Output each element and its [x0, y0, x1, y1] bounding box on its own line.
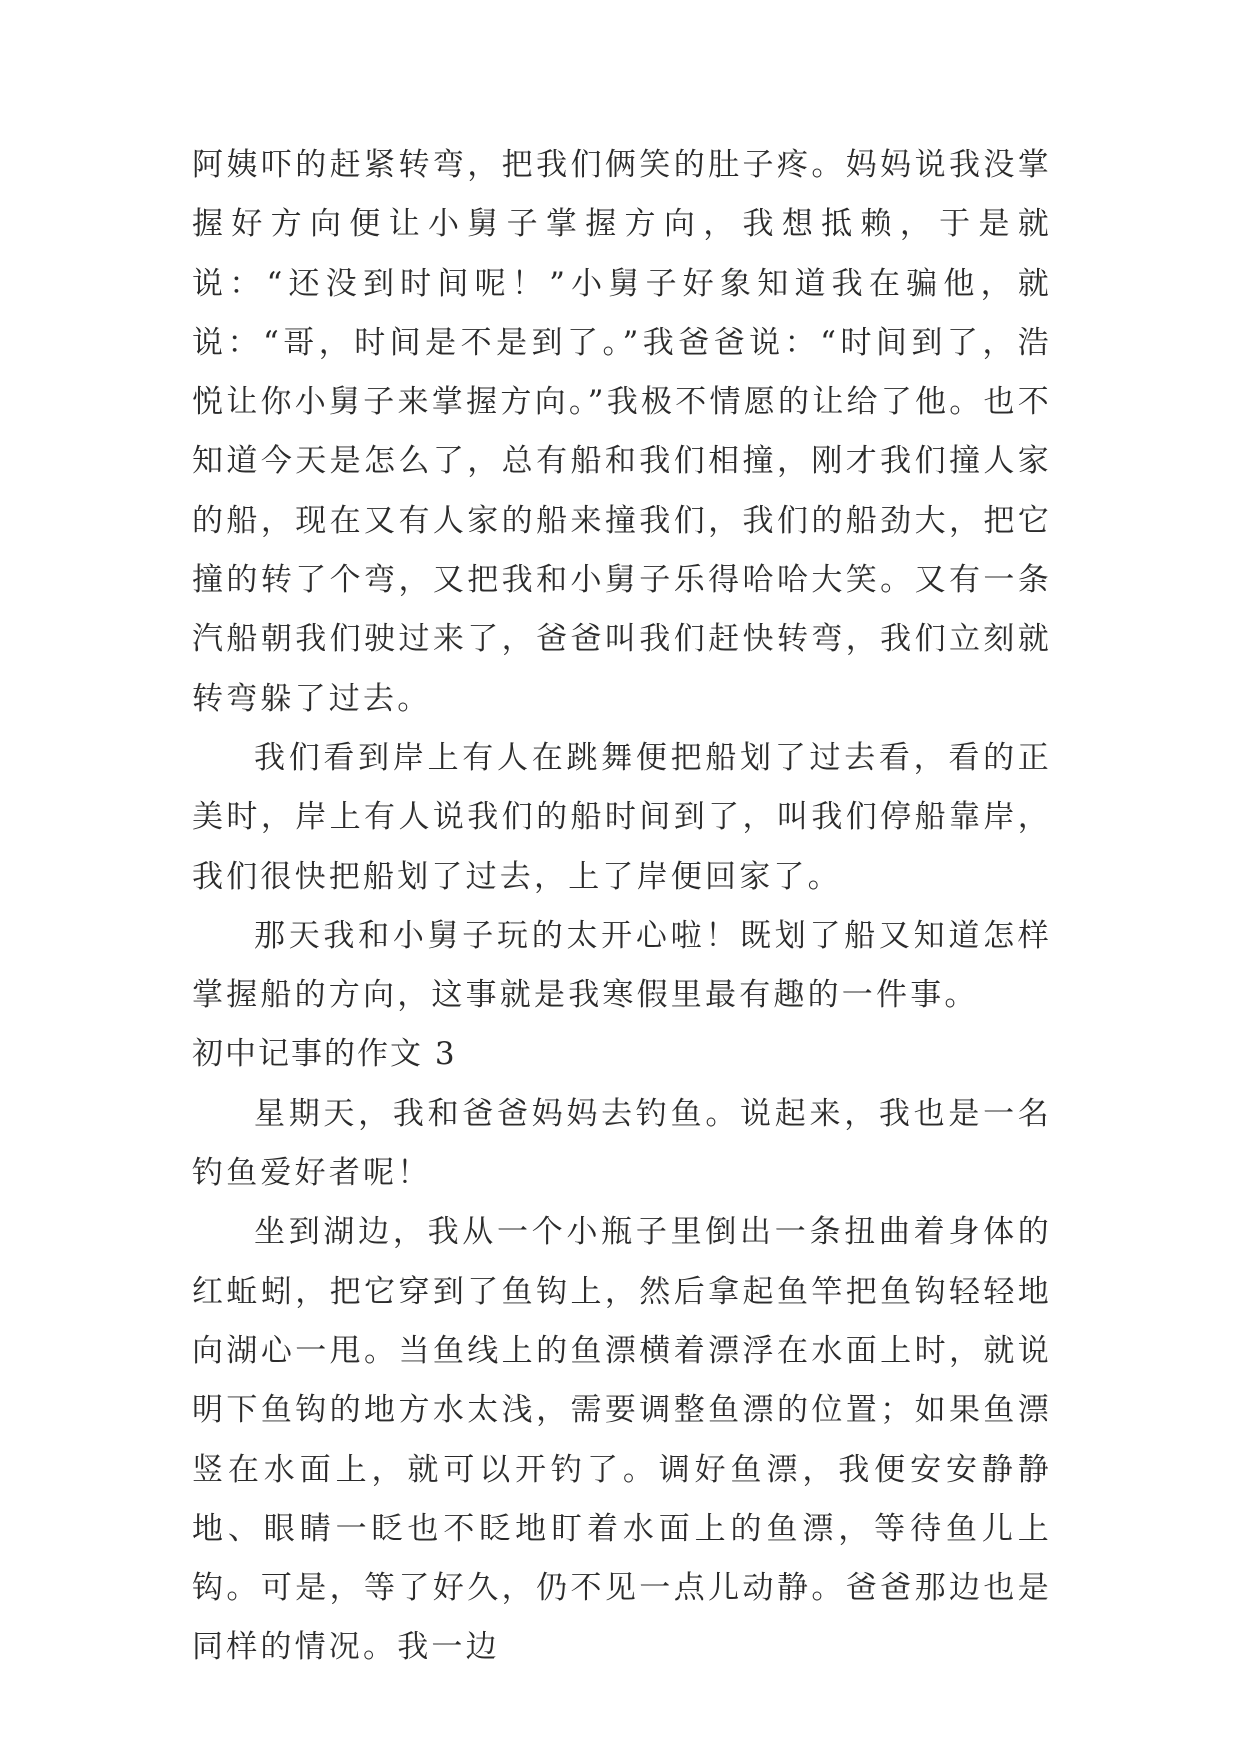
paragraph-continued: 阿姨吓的赶紧转弯，把我们俩笑的肚子疼。妈妈说我没掌握好方向便让小舅子掌握方向，我想抵赖，于是就说：“还没到时间呢！”小舅子好象知道我在骗他，就说：“哥，时间是不是到了。”我爸爸说：“时间到了，浩悦让你小舅子来掌握方向。”我极不情愿的让给了他。也不知道今天是怎么了，总有船和我们相撞，刚才我们撞人家的船，现在又有人家的船来撞我们，我们的船劲大，把它撞的转了个弯，又把我和小舅子乐得哈哈大笑。又有一条汽船朝我们驶过来了，爸爸叫我们赶快转弯，我们立刻就转弯躲了过去。: [192, 147, 1052, 717]
paragraph: 星期天，我和爸爸妈妈去钓鱼。说起来，我也是一名钓鱼爱好者呢！: [192, 1095, 1052, 1192]
paragraph: 我们看到岸上有人在跳舞便把船划了过去看，看的正美时，岸上有人说我们的船时间到了，叫我们停船靠岸，我们很快把船划了过去，上了岸便回家了。: [192, 739, 1052, 895]
paragraph: 那天我和小舅子玩的太开心啦！既划了船又知道怎样掌握船的方向，这事就是我寒假里最有趣的一件事。: [192, 917, 1052, 1014]
section-title: 初中记事的作文 3: [192, 1036, 457, 1073]
document-body: [192, 136, 1052, 1678]
paragraph: 坐到湖边，我从一个小瓶子里倒出一条扭曲着身体的红蚯蚓，把它穿到了鱼钩上，然后拿起鱼竿把鱼钩轻轻地向湖心一甩。当鱼线上的鱼漂横着漂浮在水面上时，就说明下鱼钩的地方水太浅，需要调整鱼漂的位置；如果鱼漂竖在水面上，就可以开钓了。调好鱼漂，我便安安静静地、眼睛一眨也不眨地盯着水面上的鱼漂，等待鱼儿上钩。可是，等了好久，仍不见一点儿动静。爸爸那边也是同样的情况。我一边: [192, 1214, 1052, 1666]
